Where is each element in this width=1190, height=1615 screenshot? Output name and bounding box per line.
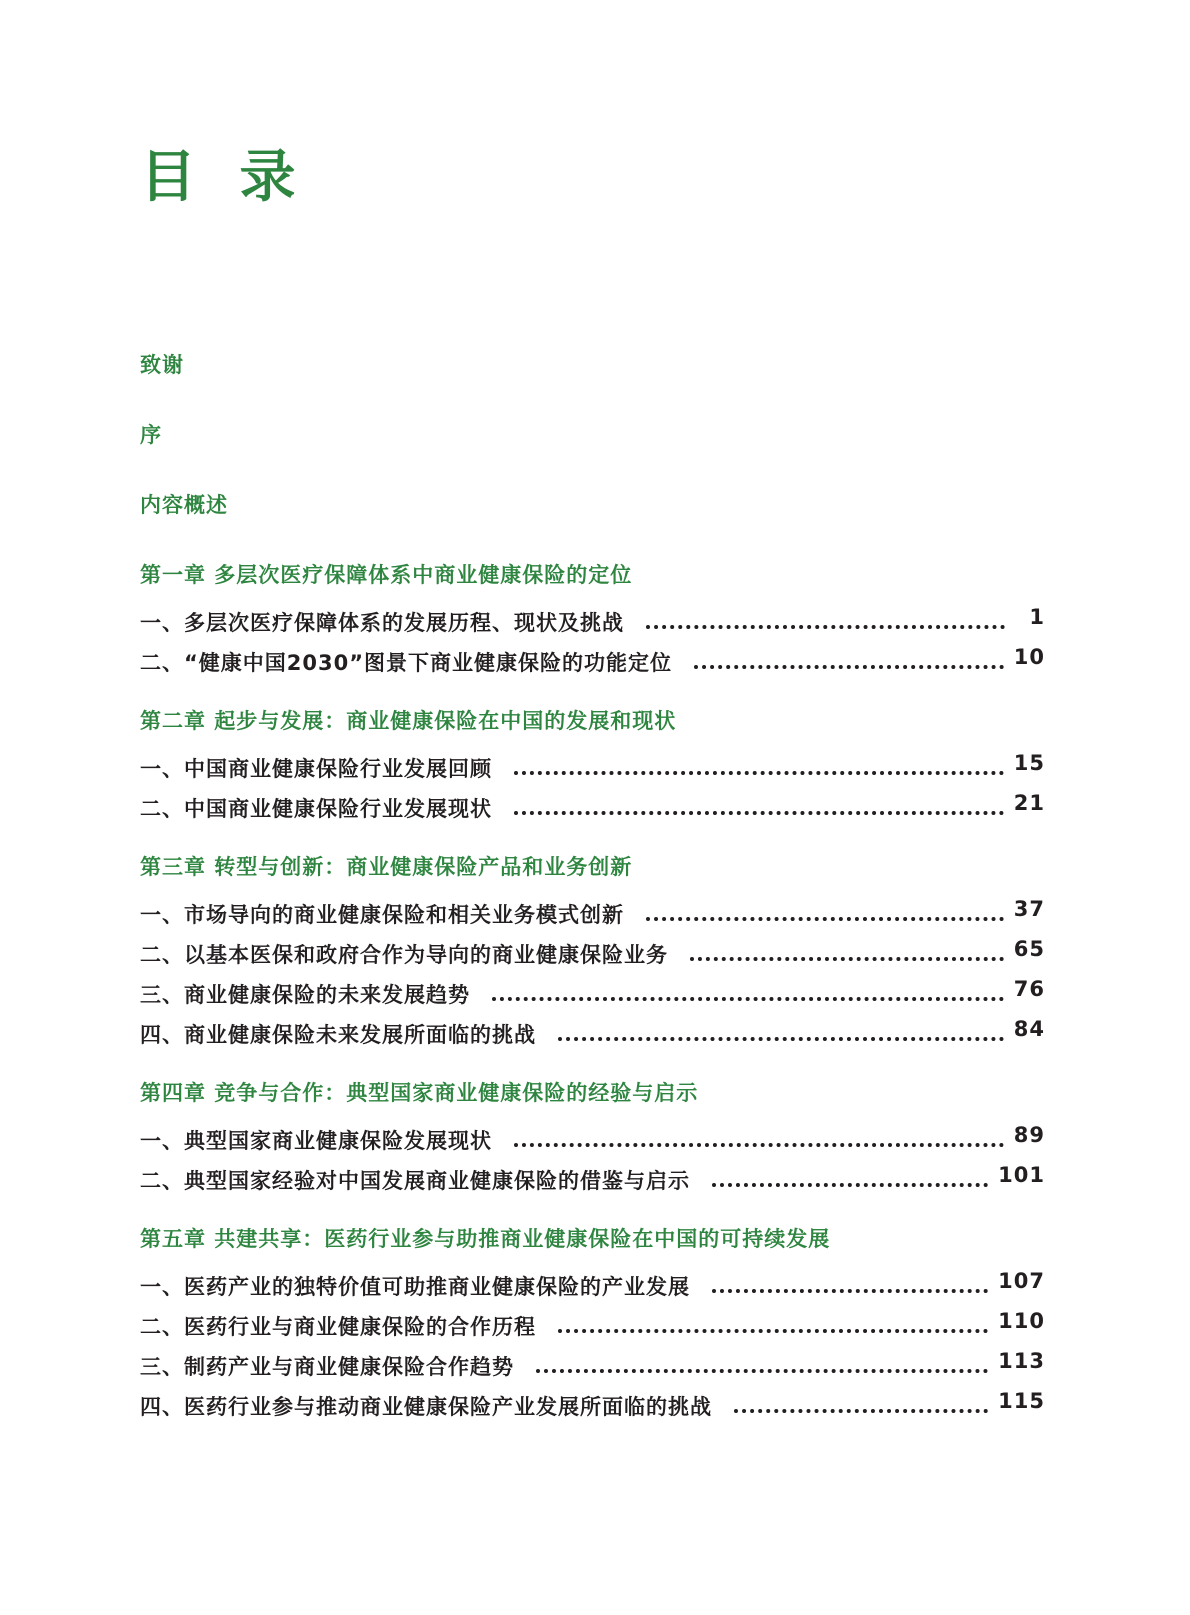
toc-entry[interactable] — [140, 970, 1045, 1010]
toc-entry[interactable] — [140, 1342, 1045, 1382]
toc-entry[interactable] — [140, 890, 1045, 930]
chapter-title[interactable]: 第三章 转型与创新：商业健康保险产品和业务创新 — [140, 855, 633, 879]
dot-leader — [558, 1037, 1004, 1041]
entry-page-number: 101 — [998, 1163, 1045, 1187]
toc-entry[interactable] — [140, 1382, 1045, 1422]
entry-label: 二、中国商业健康保险行业发展现状 — [140, 797, 492, 821]
dot-leader — [712, 1183, 988, 1187]
dot-leader — [690, 957, 1004, 961]
entry-page-number: 1 — [1029, 605, 1045, 629]
toc-chapter-2 — [140, 706, 1045, 824]
entry-label: 三、商业健康保险的未来发展趋势 — [140, 983, 470, 1007]
entry-page-number: 65 — [1013, 937, 1045, 961]
toc-entry[interactable] — [140, 1302, 1045, 1342]
dot-leader — [712, 1289, 988, 1293]
toc-entry[interactable] — [140, 1010, 1045, 1050]
entry-page-number: 107 — [998, 1269, 1045, 1293]
entry-page-number: 37 — [1013, 897, 1045, 921]
chapter-title[interactable]: 第二章 起步与发展：商业健康保险在中国的发展和现状 — [140, 709, 677, 733]
toc-entry[interactable] — [140, 1262, 1045, 1302]
toc-front-summary[interactable]: 内容概述 — [140, 493, 228, 517]
toc-chapter-4 — [140, 1078, 1045, 1196]
entry-page-number: 113 — [998, 1349, 1045, 1373]
entry-label: 一、多层次医疗保障体系的发展历程、现状及挑战 — [140, 611, 624, 635]
entry-page-number: 76 — [1013, 977, 1045, 1001]
toc-front-acknowledgements[interactable]: 致谢 — [140, 353, 184, 377]
entry-label: 二、“健康中国2030”图景下商业健康保险的功能定位 — [140, 651, 673, 675]
toc-entry[interactable] — [140, 744, 1045, 784]
dot-leader — [536, 1369, 988, 1373]
dot-leader — [514, 771, 1004, 775]
toc-entry[interactable] — [140, 1116, 1045, 1156]
entry-label: 三、制药产业与商业健康保险合作趋势 — [140, 1355, 514, 1379]
toc-entry[interactable] — [140, 784, 1045, 824]
table-of-contents — [140, 350, 1045, 1422]
chapter-title[interactable]: 第一章 多层次医疗保障体系中商业健康保险的定位 — [140, 563, 633, 587]
toc-entry[interactable] — [140, 1156, 1045, 1196]
toc-entry[interactable] — [140, 638, 1045, 678]
dot-leader — [514, 1143, 1004, 1147]
dot-leader — [514, 811, 1004, 815]
page-title: 目 录 — [140, 145, 308, 210]
toc-entry[interactable] — [140, 930, 1045, 970]
dot-leader — [694, 665, 1004, 669]
entry-page-number: 110 — [998, 1309, 1045, 1333]
chapter-title[interactable]: 第四章 竞争与合作：典型国家商业健康保险的经验与启示 — [140, 1081, 699, 1105]
dot-leader — [646, 917, 1004, 921]
entry-page-number: 89 — [1013, 1123, 1045, 1147]
toc-chapter-5 — [140, 1224, 1045, 1422]
toc-chapter-1 — [140, 560, 1045, 678]
entry-page-number: 10 — [1013, 645, 1045, 669]
entry-label: 二、典型国家经验对中国发展商业健康保险的借鉴与启示 — [140, 1169, 690, 1193]
entry-label: 四、商业健康保险未来发展所面临的挑战 — [140, 1023, 536, 1047]
dot-leader — [646, 625, 1005, 629]
entry-label: 一、市场导向的商业健康保险和相关业务模式创新 — [140, 903, 624, 927]
dot-leader — [734, 1409, 988, 1413]
entry-page-number: 15 — [1013, 751, 1045, 775]
toc-front-preface[interactable]: 序 — [140, 423, 162, 447]
entry-page-number: 21 — [1013, 791, 1045, 815]
entry-page-number: 84 — [1013, 1017, 1045, 1041]
entry-label: 四、医药行业参与推动商业健康保险产业发展所面临的挑战 — [140, 1395, 712, 1419]
toc-chapter-3 — [140, 852, 1045, 1050]
entry-label: 二、以基本医保和政府合作为导向的商业健康保险业务 — [140, 943, 668, 967]
entry-page-number: 115 — [998, 1389, 1045, 1413]
entry-label: 二、医药行业与商业健康保险的合作历程 — [140, 1315, 536, 1339]
dot-leader — [558, 1329, 988, 1333]
entry-label: 一、中国商业健康保险行业发展回顾 — [140, 757, 492, 781]
chapter-title[interactable]: 第五章 共建共享：医药行业参与助推商业健康保险在中国的可持续发展 — [140, 1227, 831, 1251]
dot-leader — [492, 997, 1004, 1001]
entry-label: 一、医药产业的独特价值可助推商业健康保险的产业发展 — [140, 1275, 690, 1299]
toc-entry[interactable] — [140, 598, 1045, 638]
entry-label: 一、典型国家商业健康保险发展现状 — [140, 1129, 492, 1153]
